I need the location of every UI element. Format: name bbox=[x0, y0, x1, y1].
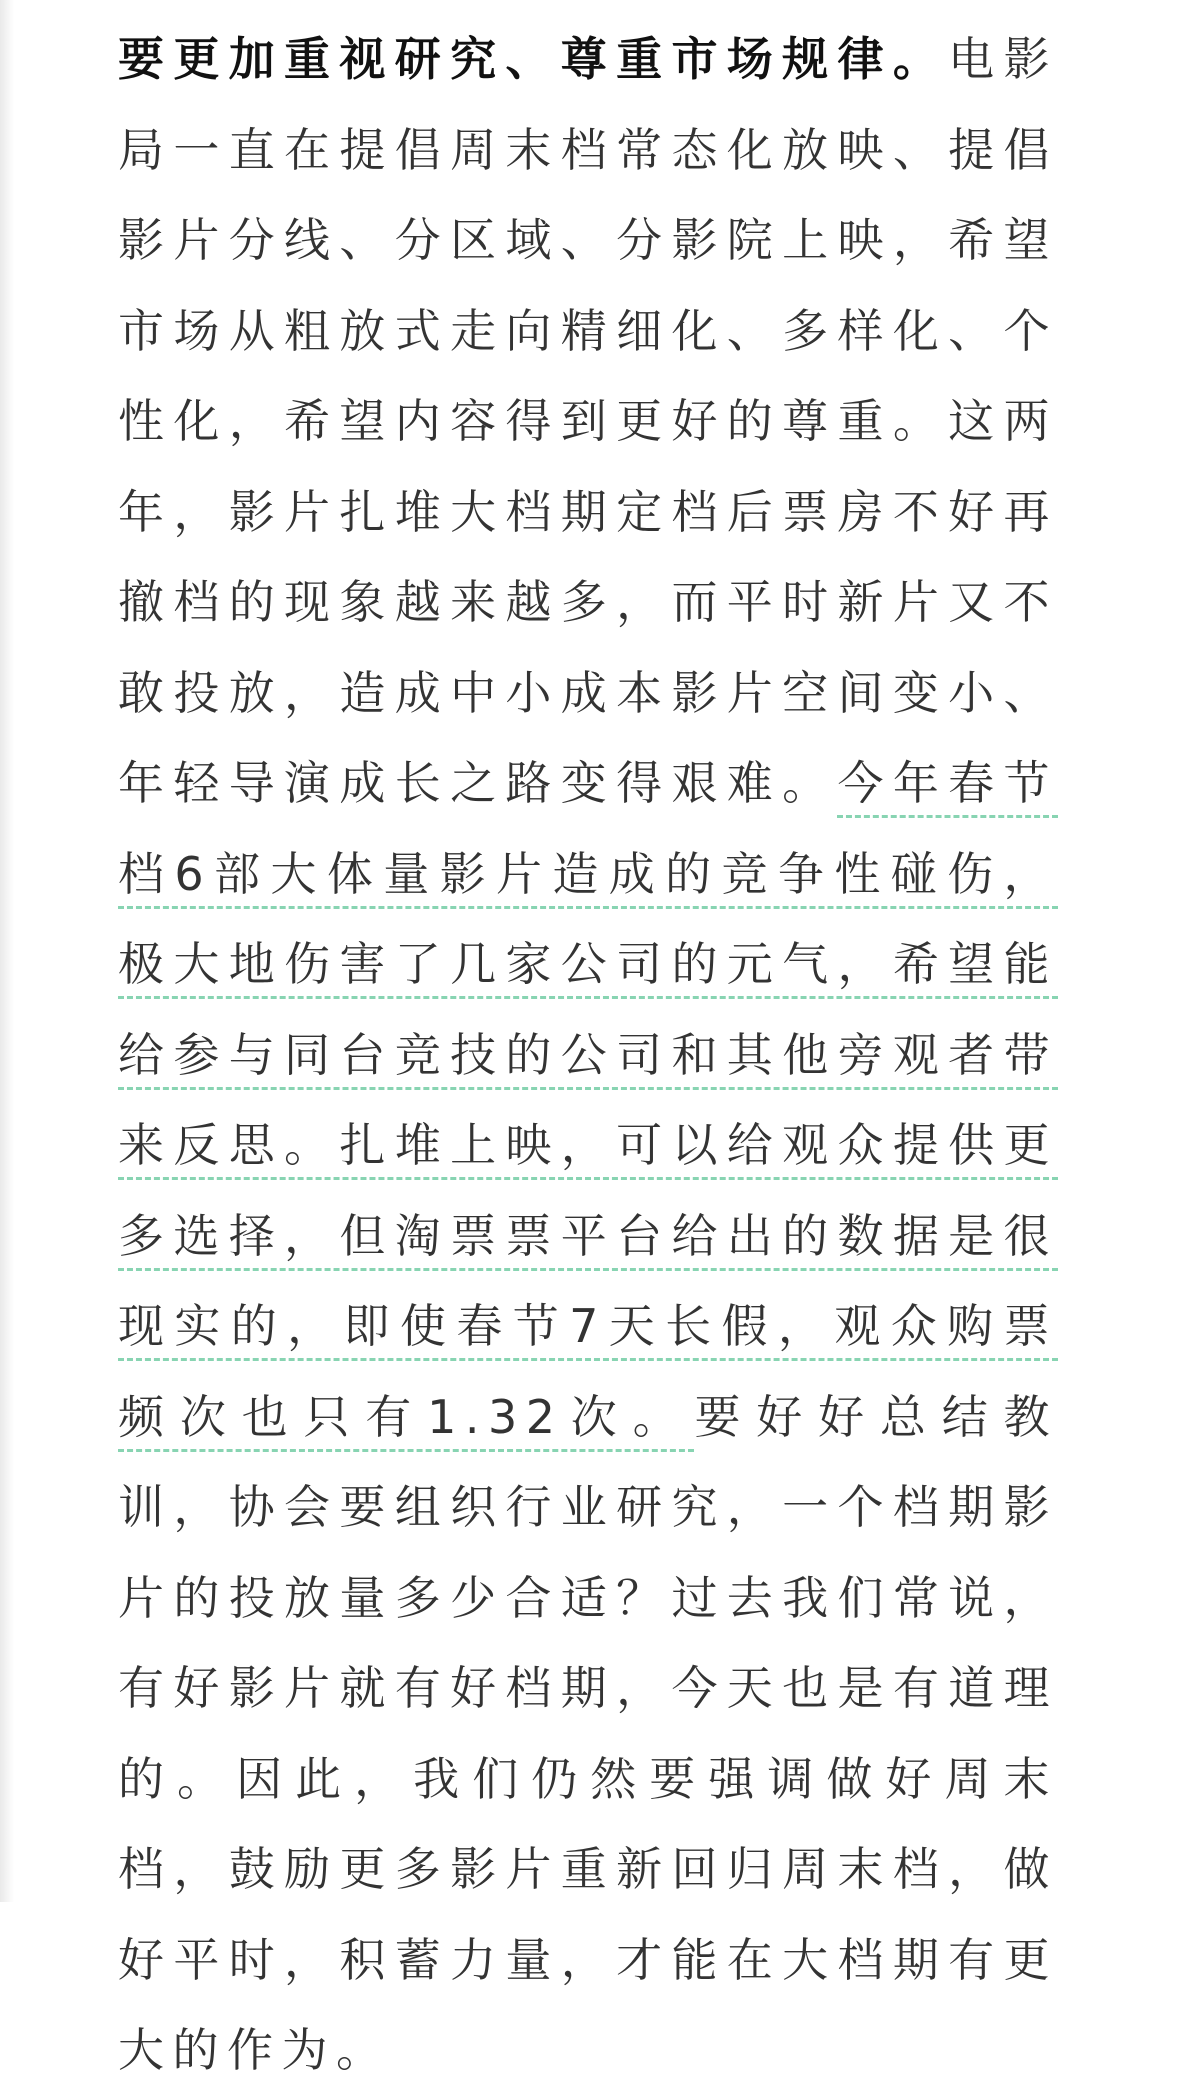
lead-sentence: 要更加重视研究、尊重市场规律。 bbox=[118, 32, 949, 86]
article-paragraph bbox=[118, 14, 1058, 2096]
conclusion-text: 要好好总结教训，协会要组织行业研究，一个档期影片的投放量多少合适？过去我们常说，有好影片就有好档期，今天也是有道理的。因此，我们仍然要强调做好周末档，鼓励更多影片重新回归周末档，做好平时，积蓄力量，才能在大档期有更大的作为。 bbox=[118, 1389, 1059, 2077]
page-edge-shadow bbox=[0, 0, 14, 1902]
intro-text: 电影局一直在提倡周末档常态化放映、提倡影片分线、分区域、分影院上映，希望市场从粗放式走向精细化、多样化、个性化，希望内容得到更好的尊重。这两年，影片扎堆大档期定档后票房不好再撤档的现象越来越多，而平时新片又不敢投放，造成中小成本影片空间变小、年轻导演成长之路变得艰难。 bbox=[118, 32, 1058, 810]
highlighted-quote[interactable]: 今年春节档6部大体量影片造成的竞争性碰伤，极大地伤害了几家公司的元气，希望能给参与同台竞技的公司和其他旁观者带来反思。扎堆上映，可以给观众提供更多选择，但淘票票平台给出的数据是很现实的，即使春节7天长假，观众购票频次也只有1.32次。 bbox=[118, 756, 1058, 1444]
